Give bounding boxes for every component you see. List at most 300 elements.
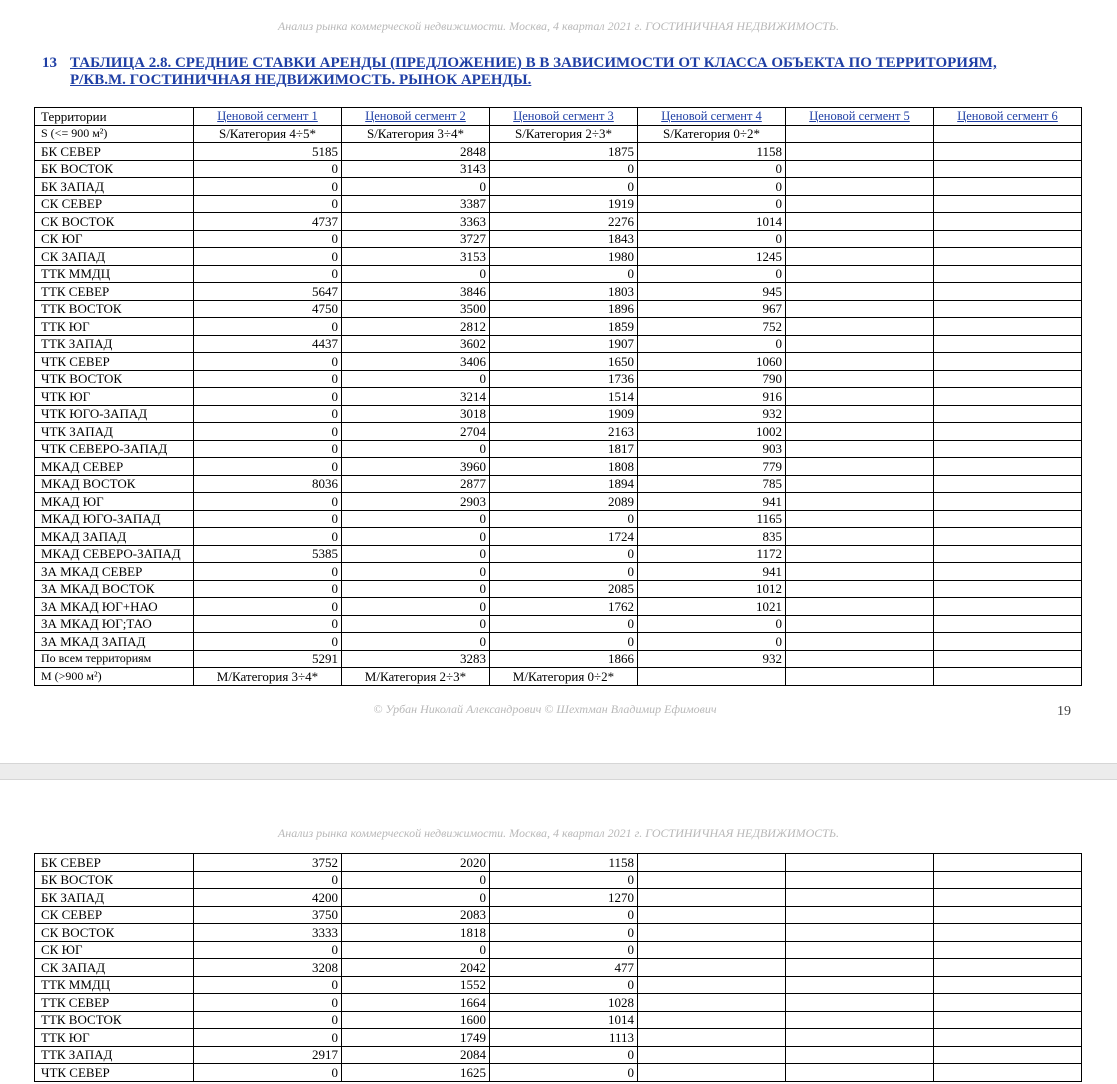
title-line-1: ТАБЛИЦА 2.8. СРЕДНИЕ СТАВКИ АРЕНДЫ (ПРЕДЛОЖЕНИЕ) В В ЗАВИСИМОСТИ ОТ КЛАССА ОБЪЕКТА ПО ТЕРРИТОРИЯМ, xyxy=(70,55,997,71)
table-row xyxy=(35,178,1082,196)
value-cell: 0 xyxy=(490,178,638,196)
table-row xyxy=(35,335,1082,353)
value-cell xyxy=(786,563,934,581)
territory-name: ЗА МКАД ЮГ+НАО xyxy=(35,598,194,616)
territory-name: МКАД ЮГО-ЗАПАД xyxy=(35,510,194,528)
value-cell xyxy=(934,318,1082,336)
value-cell: 0 xyxy=(194,353,342,371)
value-cell xyxy=(934,615,1082,633)
table-title-text[interactable] xyxy=(70,55,997,89)
territory-name: БК ЗАПАД xyxy=(35,889,194,907)
value-cell xyxy=(786,143,934,161)
value-cell: 3602 xyxy=(342,335,490,353)
value-cell: 0 xyxy=(194,230,342,248)
table-row xyxy=(35,388,1082,406)
value-cell: 0 xyxy=(194,580,342,598)
value-cell: 0 xyxy=(194,598,342,616)
value-cell xyxy=(934,160,1082,178)
value-cell: 0 xyxy=(194,510,342,528)
value-cell: 4437 xyxy=(194,335,342,353)
value-cell: 0 xyxy=(194,1029,342,1047)
table-row xyxy=(35,941,1082,959)
value-cell: 0 xyxy=(342,941,490,959)
territory-name: СК ЮГ xyxy=(35,230,194,248)
value-cell xyxy=(934,633,1082,651)
value-cell: 0 xyxy=(490,924,638,942)
value-cell: 752 xyxy=(638,318,786,336)
value-cell: 1749 xyxy=(342,1029,490,1047)
value-cell: 779 xyxy=(638,458,786,476)
value-cell: 1600 xyxy=(342,1011,490,1029)
value-cell xyxy=(934,545,1082,563)
value-cell: 1113 xyxy=(490,1029,638,1047)
value-cell: 2020 xyxy=(342,854,490,872)
value-cell xyxy=(786,178,934,196)
value-cell: 0 xyxy=(490,976,638,994)
value-cell xyxy=(638,959,786,977)
value-cell xyxy=(786,889,934,907)
territory-name: ЧТК ВОСТОК xyxy=(35,370,194,388)
territory-name: ЗА МКАД СЕВЕР xyxy=(35,563,194,581)
value-cell: 0 xyxy=(194,388,342,406)
value-cell: 1014 xyxy=(638,213,786,231)
value-cell xyxy=(934,213,1082,231)
value-cell xyxy=(934,178,1082,196)
value-cell: 3846 xyxy=(342,283,490,301)
value-cell xyxy=(786,213,934,231)
value-cell xyxy=(638,941,786,959)
value-cell: 0 xyxy=(342,265,490,283)
value-cell: 3018 xyxy=(342,405,490,423)
value-cell: 0 xyxy=(342,545,490,563)
s-size-label: S (<= 900 м²) xyxy=(35,125,194,143)
table-row xyxy=(35,353,1082,371)
value-cell: 1158 xyxy=(638,143,786,161)
value-cell xyxy=(934,563,1082,581)
segment-link-6[interactable]: Ценовой сегмент 6 xyxy=(934,108,1082,126)
value-cell xyxy=(934,924,1082,942)
value-cell: 477 xyxy=(490,959,638,977)
value-cell: 903 xyxy=(638,440,786,458)
value-cell xyxy=(934,580,1082,598)
s-category-row xyxy=(35,125,1082,143)
territory-name: ЧТК ЗАПАД xyxy=(35,423,194,441)
s-category-6 xyxy=(934,125,1082,143)
value-cell xyxy=(786,1064,934,1082)
value-cell: 1625 xyxy=(342,1064,490,1082)
value-cell xyxy=(786,195,934,213)
value-cell: 0 xyxy=(638,633,786,651)
territory-name: ЗА МКАД ЗАПАД xyxy=(35,633,194,651)
value-cell xyxy=(786,906,934,924)
value-cell: 1980 xyxy=(490,248,638,266)
value-cell: 1014 xyxy=(490,1011,638,1029)
table-row xyxy=(35,580,1082,598)
table-row xyxy=(35,265,1082,283)
value-cell xyxy=(638,854,786,872)
value-cell: 0 xyxy=(490,633,638,651)
value-cell: 0 xyxy=(342,633,490,651)
segment-header-row xyxy=(35,108,1082,126)
table-row xyxy=(35,1064,1082,1082)
value-cell xyxy=(786,1029,934,1047)
table-row xyxy=(35,160,1082,178)
total-value: 1866 xyxy=(490,650,638,668)
value-cell: 0 xyxy=(342,889,490,907)
value-cell: 0 xyxy=(194,178,342,196)
value-cell xyxy=(934,423,1082,441)
page-header: Анализ рынка коммерческой недвижимости. Москва, 4 квартал 2021 г. ГОСТИНИЧНАЯ НЕДВИЖИМОСТЬ. xyxy=(277,19,840,33)
value-cell: 0 xyxy=(342,510,490,528)
value-cell: 790 xyxy=(638,370,786,388)
table-row xyxy=(35,230,1082,248)
value-cell: 3143 xyxy=(342,160,490,178)
territory-name: ЧТК СЕВЕР xyxy=(35,353,194,371)
value-cell: 0 xyxy=(638,615,786,633)
value-cell xyxy=(786,633,934,651)
value-cell: 0 xyxy=(490,545,638,563)
value-cell: 1803 xyxy=(490,283,638,301)
value-cell: 1859 xyxy=(490,318,638,336)
value-cell: 0 xyxy=(490,265,638,283)
territory-name: МКАД ВОСТОК xyxy=(35,475,194,493)
value-cell: 0 xyxy=(194,633,342,651)
table-row xyxy=(35,283,1082,301)
value-cell: 0 xyxy=(342,370,490,388)
value-cell: 1270 xyxy=(490,889,638,907)
value-cell xyxy=(934,300,1082,318)
value-cell xyxy=(934,440,1082,458)
value-cell: 0 xyxy=(194,318,342,336)
value-cell: 5385 xyxy=(194,545,342,563)
value-cell xyxy=(934,1046,1082,1064)
value-cell xyxy=(638,994,786,1012)
value-cell: 0 xyxy=(194,994,342,1012)
value-cell: 1028 xyxy=(490,994,638,1012)
value-cell: 2812 xyxy=(342,318,490,336)
m-category-1: М/Категория 3÷4* xyxy=(194,668,342,686)
segment-link-3[interactable]: Ценовой сегмент 3 xyxy=(490,108,638,126)
m-category-4 xyxy=(638,668,786,686)
value-cell: 0 xyxy=(194,458,342,476)
value-cell xyxy=(786,959,934,977)
value-cell xyxy=(786,941,934,959)
value-cell xyxy=(934,353,1082,371)
value-cell: 2877 xyxy=(342,475,490,493)
rent-table-continued xyxy=(34,853,1082,1082)
value-cell: 0 xyxy=(638,335,786,353)
value-cell: 835 xyxy=(638,528,786,546)
territory-name: СК СЕВЕР xyxy=(35,195,194,213)
value-cell xyxy=(934,143,1082,161)
table-row xyxy=(35,1029,1082,1047)
value-cell: 0 xyxy=(342,871,490,889)
value-cell xyxy=(934,388,1082,406)
value-cell xyxy=(934,994,1082,1012)
value-cell xyxy=(786,300,934,318)
value-cell xyxy=(786,854,934,872)
territory-name: МКАД ЗАПАД xyxy=(35,528,194,546)
value-cell: 0 xyxy=(194,405,342,423)
table-row xyxy=(35,976,1082,994)
value-cell: 5647 xyxy=(194,283,342,301)
value-cell xyxy=(786,423,934,441)
value-cell: 4200 xyxy=(194,889,342,907)
value-cell: 967 xyxy=(638,300,786,318)
value-cell: 1552 xyxy=(342,976,490,994)
value-cell: 0 xyxy=(194,248,342,266)
value-cell: 1762 xyxy=(490,598,638,616)
value-cell: 0 xyxy=(638,265,786,283)
value-cell xyxy=(786,994,934,1012)
table-row xyxy=(35,1011,1082,1029)
table-row xyxy=(35,458,1082,476)
table-row xyxy=(35,598,1082,616)
value-cell: 1021 xyxy=(638,598,786,616)
value-cell xyxy=(934,1064,1082,1082)
value-cell xyxy=(786,458,934,476)
table-row xyxy=(35,300,1082,318)
value-cell xyxy=(786,1011,934,1029)
value-cell: 0 xyxy=(638,178,786,196)
value-cell: 1808 xyxy=(490,458,638,476)
territory-name: МКАД СЕВЕР xyxy=(35,458,194,476)
table-row xyxy=(35,248,1082,266)
value-cell: 0 xyxy=(194,563,342,581)
value-cell xyxy=(934,528,1082,546)
value-cell xyxy=(786,248,934,266)
territory-name: ЧТК СЕВЕР xyxy=(35,1064,194,1082)
value-cell: 0 xyxy=(194,871,342,889)
value-cell xyxy=(934,959,1082,977)
territory-name: ТТК ММДЦ xyxy=(35,265,194,283)
segment-link-2[interactable]: Ценовой сегмент 2 xyxy=(342,108,490,126)
territory-header: Территории xyxy=(35,108,194,126)
value-cell: 1650 xyxy=(490,353,638,371)
value-cell xyxy=(934,370,1082,388)
value-cell: 1919 xyxy=(490,195,638,213)
value-cell: 0 xyxy=(490,563,638,581)
value-cell: 0 xyxy=(194,195,342,213)
value-cell xyxy=(934,1029,1082,1047)
territory-name: ЧТК СЕВЕРО-ЗАПАД xyxy=(35,440,194,458)
value-cell: 2704 xyxy=(342,423,490,441)
territory-name: ТТК СЕВЕР xyxy=(35,994,194,1012)
value-cell xyxy=(786,353,934,371)
value-cell: 2848 xyxy=(342,143,490,161)
page-footer: © Урбан Николай Александрович © Шехтман Владимир Ефимович xyxy=(373,702,717,716)
territory-name: ЗА МКАД ЮГ;ТАО xyxy=(35,615,194,633)
value-cell: 0 xyxy=(194,528,342,546)
value-cell xyxy=(786,545,934,563)
value-cell: 0 xyxy=(638,160,786,178)
value-cell xyxy=(638,1046,786,1064)
value-cell: 0 xyxy=(194,370,342,388)
value-cell: 1843 xyxy=(490,230,638,248)
value-cell: 2084 xyxy=(342,1046,490,1064)
value-cell: 0 xyxy=(342,598,490,616)
table-row xyxy=(35,994,1082,1012)
value-cell: 2903 xyxy=(342,493,490,511)
value-cell: 0 xyxy=(342,615,490,633)
total-value xyxy=(786,650,934,668)
value-cell xyxy=(934,283,1082,301)
table-row xyxy=(35,370,1082,388)
table-row xyxy=(35,889,1082,907)
territory-name: БК ВОСТОК xyxy=(35,160,194,178)
value-cell xyxy=(786,493,934,511)
value-cell xyxy=(638,976,786,994)
territory-name: БК СЕВЕР xyxy=(35,854,194,872)
value-cell xyxy=(934,941,1082,959)
territory-name: СК ЮГ xyxy=(35,941,194,959)
total-value: 3283 xyxy=(342,650,490,668)
table-row xyxy=(35,563,1082,581)
value-cell xyxy=(786,335,934,353)
s-category-3: S/Категория 2÷3* xyxy=(490,125,638,143)
value-cell: 2276 xyxy=(490,213,638,231)
value-cell: 1736 xyxy=(490,370,638,388)
s-category-2: S/Категория 3÷4* xyxy=(342,125,490,143)
value-cell: 0 xyxy=(490,1046,638,1064)
value-cell: 2085 xyxy=(490,580,638,598)
value-cell: 3363 xyxy=(342,213,490,231)
m-category-2: М/Категория 2÷3* xyxy=(342,668,490,686)
territory-name: МКАД ЮГ xyxy=(35,493,194,511)
value-cell: 2042 xyxy=(342,959,490,977)
table-row xyxy=(35,493,1082,511)
segment-link-4[interactable]: Ценовой сегмент 4 xyxy=(638,108,786,126)
value-cell: 1896 xyxy=(490,300,638,318)
value-cell xyxy=(786,283,934,301)
value-cell xyxy=(786,615,934,633)
value-cell: 0 xyxy=(194,493,342,511)
m-category-row xyxy=(35,668,1082,686)
value-cell: 0 xyxy=(490,510,638,528)
value-cell: 0 xyxy=(490,615,638,633)
value-cell xyxy=(934,195,1082,213)
value-cell: 3750 xyxy=(194,906,342,924)
territory-name: ТТК СЕВЕР xyxy=(35,283,194,301)
territory-name: СК СЕВЕР xyxy=(35,906,194,924)
table-row xyxy=(35,924,1082,942)
value-cell: 1818 xyxy=(342,924,490,942)
territory-name: ТТК ЮГ xyxy=(35,318,194,336)
total-value: 932 xyxy=(638,650,786,668)
table-row xyxy=(35,475,1082,493)
value-cell: 1012 xyxy=(638,580,786,598)
value-cell: 1158 xyxy=(490,854,638,872)
value-cell: 3208 xyxy=(194,959,342,977)
value-cell: 941 xyxy=(638,493,786,511)
territory-name: ТТК ЮГ xyxy=(35,1029,194,1047)
value-cell: 1894 xyxy=(490,475,638,493)
territory-name: ТТК ЗАПАД xyxy=(35,335,194,353)
value-cell xyxy=(786,871,934,889)
total-row xyxy=(35,650,1082,668)
value-cell: 3500 xyxy=(342,300,490,318)
value-cell: 0 xyxy=(194,615,342,633)
segment-link-5[interactable]: Ценовой сегмент 5 xyxy=(786,108,934,126)
value-cell xyxy=(638,889,786,907)
territory-name: ЗА МКАД ВОСТОК xyxy=(35,580,194,598)
value-cell xyxy=(786,405,934,423)
territory-name: ТТК ВОСТОК xyxy=(35,300,194,318)
value-cell xyxy=(786,580,934,598)
value-cell: 3214 xyxy=(342,388,490,406)
value-cell xyxy=(934,871,1082,889)
value-cell: 0 xyxy=(490,160,638,178)
table-row xyxy=(35,213,1082,231)
table-row xyxy=(35,440,1082,458)
value-cell: 0 xyxy=(194,440,342,458)
value-cell: 0 xyxy=(194,160,342,178)
value-cell xyxy=(934,1011,1082,1029)
value-cell xyxy=(786,924,934,942)
value-cell: 3960 xyxy=(342,458,490,476)
value-cell: 8036 xyxy=(194,475,342,493)
page-number: 19 xyxy=(1057,704,1071,719)
territory-name: БК СЕВЕР xyxy=(35,143,194,161)
value-cell xyxy=(638,871,786,889)
territory-name: МКАД СЕВЕРО-ЗАПАД xyxy=(35,545,194,563)
value-cell xyxy=(786,388,934,406)
value-cell: 785 xyxy=(638,475,786,493)
table-row xyxy=(35,143,1082,161)
value-cell xyxy=(934,854,1082,872)
title-line-2: Р/КВ.М. ГОСТИНИЧНАЯ НЕДВИЖИМОСТЬ. РЫНОК АРЕНДЫ. xyxy=(70,72,532,88)
value-cell: 3752 xyxy=(194,854,342,872)
value-cell xyxy=(786,475,934,493)
value-cell: 941 xyxy=(638,563,786,581)
total-value xyxy=(934,650,1082,668)
table-row xyxy=(35,510,1082,528)
value-cell: 1664 xyxy=(342,994,490,1012)
value-cell xyxy=(638,1011,786,1029)
value-cell: 3333 xyxy=(194,924,342,942)
value-cell xyxy=(934,230,1082,248)
value-cell: 0 xyxy=(194,941,342,959)
value-cell: 0 xyxy=(342,580,490,598)
value-cell xyxy=(934,889,1082,907)
value-cell xyxy=(638,1064,786,1082)
value-cell: 3406 xyxy=(342,353,490,371)
territory-name: СК ЗАПАД xyxy=(35,248,194,266)
territory-name: СК ВОСТОК xyxy=(35,924,194,942)
value-cell xyxy=(934,335,1082,353)
table-row xyxy=(35,528,1082,546)
m-category-5 xyxy=(786,668,934,686)
value-cell: 1060 xyxy=(638,353,786,371)
value-cell: 4750 xyxy=(194,300,342,318)
territory-name: ЧТК ЮГО-ЗАПАД xyxy=(35,405,194,423)
value-cell xyxy=(786,510,934,528)
table-row xyxy=(35,959,1082,977)
segment-link-1[interactable]: Ценовой сегмент 1 xyxy=(194,108,342,126)
value-cell xyxy=(786,265,934,283)
value-cell: 3727 xyxy=(342,230,490,248)
table-row xyxy=(35,545,1082,563)
total-label: По всем территориям xyxy=(35,650,194,668)
territory-name: БК ЗАПАД xyxy=(35,178,194,196)
table-row xyxy=(35,405,1082,423)
value-cell: 5185 xyxy=(194,143,342,161)
table-row xyxy=(35,423,1082,441)
s-category-4: S/Категория 0÷2* xyxy=(638,125,786,143)
page-header-2: Анализ рынка коммерческой недвижимости. Москва, 4 квартал 2021 г. ГОСТИНИЧНАЯ НЕДВИЖИМОСТЬ. xyxy=(277,826,840,840)
value-cell: 1724 xyxy=(490,528,638,546)
s-category-5 xyxy=(786,125,934,143)
